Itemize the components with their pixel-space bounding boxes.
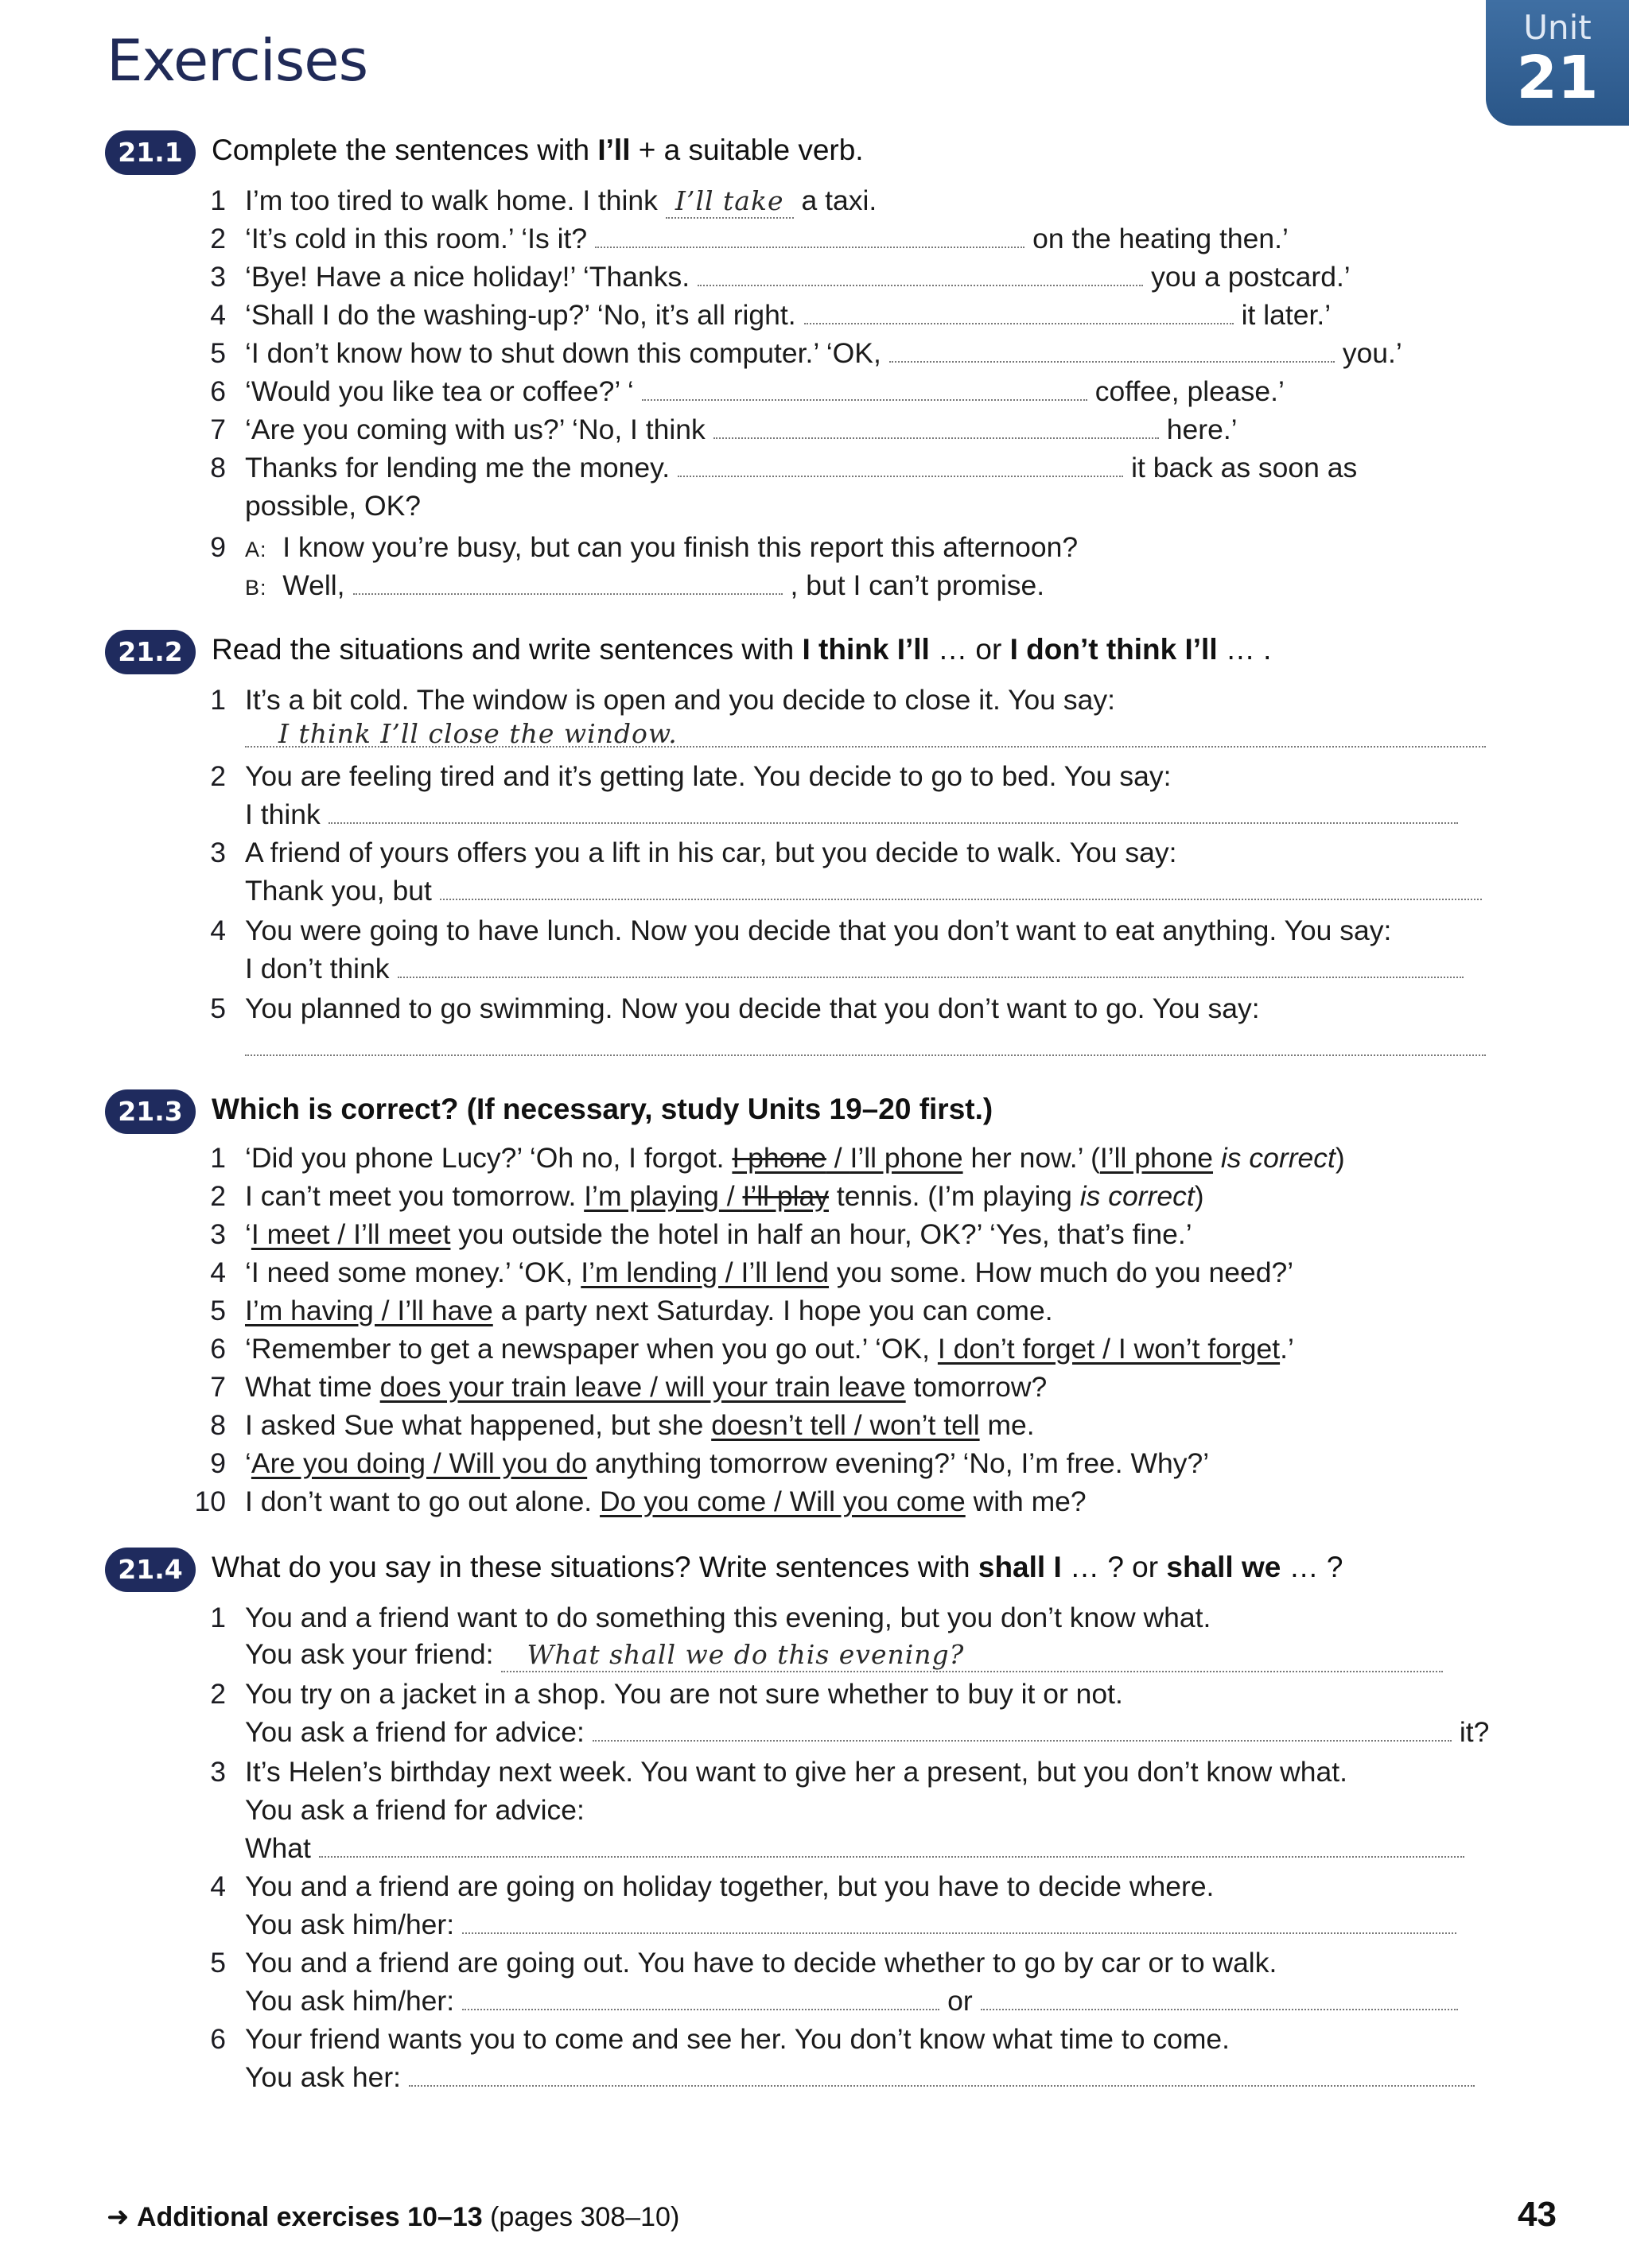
choice-option[interactable]: I meet / I’ll meet: [251, 1218, 451, 1250]
item-text: I can’t meet you tomorrow.: [245, 1180, 585, 1212]
item-text: ‘Are you coming with us?’ ‘No, I think: [245, 414, 706, 445]
choice-option[interactable]: I’m lending / I’ll lend: [581, 1256, 830, 1288]
exercise-item: [245, 566, 1044, 604]
item-text: on the heating then.’: [1032, 223, 1289, 254]
item-number: 8: [210, 1409, 226, 1441]
item-number: 2: [210, 223, 226, 254]
exercise-item: [245, 372, 1285, 410]
additional-exercises-pages: (pages 308–10): [490, 2202, 680, 2232]
answer-blank[interactable]: [409, 2061, 1475, 2087]
answer-line: [245, 872, 1490, 910]
answer-blank[interactable]: [329, 798, 1458, 824]
answer-prompt: Thank you, but: [245, 875, 432, 907]
choice-option[interactable]: [732, 1142, 962, 1174]
exercise-item: [245, 258, 1351, 296]
item-number: 1: [210, 184, 226, 216]
speaker-label: B:: [245, 576, 267, 600]
exercise-item: [245, 449, 1357, 487]
instruction-bold: I think I’ll: [802, 633, 930, 666]
answer-prompt: What: [245, 1832, 311, 1864]
exercise-item: [245, 1253, 1293, 1291]
item-text: ‘: [245, 1447, 251, 1479]
item-number: 3: [210, 837, 226, 868]
exercise-item: You and a friend are going out. You have to decide whether to go by car or to walk.: [245, 1947, 1277, 1979]
item-text: ‘It’s cold in this room.’ ‘Is it?: [245, 223, 588, 254]
instruction-text: … or: [929, 633, 1010, 666]
item-text: ‘Bye! Have a nice holiday!’ ‘Thanks.: [245, 261, 690, 293]
correct-note: is correct: [1213, 1142, 1335, 1174]
additional-exercises-link[interactable]: [107, 2201, 679, 2233]
unit-tab: [1486, 0, 1629, 126]
answer-blank[interactable]: [889, 337, 1335, 363]
item-number: 2: [210, 1678, 226, 1710]
exercise-instruction: [212, 633, 1271, 666]
correct-note: is correct: [1071, 1180, 1195, 1212]
instruction-text: … .: [1217, 633, 1272, 666]
page-number: 43: [1518, 2195, 1557, 2234]
answer-blank[interactable]: [595, 223, 1024, 248]
item-text: ‘: [245, 1218, 251, 1250]
correct-option: I’m playing: [584, 1180, 719, 1212]
choice-option[interactable]: does your train leave / will your train leave: [379, 1371, 906, 1403]
item-text: ): [1194, 1180, 1204, 1212]
exercise-item: [245, 1330, 1294, 1368]
item-text: I know you’re busy, but can you finish this report this afternoon?: [282, 531, 1079, 563]
exercise-item: [245, 1291, 1053, 1330]
exercise-item: You were going to have lunch. Now you decide that you don’t want to eat anything. You say:: [245, 915, 1392, 946]
item-number: 1: [210, 1602, 226, 1633]
exercise-instruction: [212, 134, 864, 167]
item-text: ‘Remember to get a newspaper when you go out.’ ‘OK,: [245, 1333, 938, 1365]
answer-line: [245, 1905, 1464, 1944]
answer-blank[interactable]: [353, 569, 783, 595]
answer-line: [245, 1713, 1489, 1751]
item-text: ‘Would you like tea or coffee?’ ‘: [245, 375, 634, 407]
crossed-out-option: I phone: [732, 1142, 826, 1174]
exercise-instruction: [212, 1551, 1343, 1584]
answer-prompt: You ask your friend:: [245, 1638, 494, 1670]
answer-blank[interactable]: [593, 1716, 1452, 1742]
exercise-item: [245, 410, 1238, 449]
correct-note-option: I’ll phone: [1099, 1142, 1214, 1174]
instruction-bold: I’ll: [597, 134, 631, 166]
item-text: I don’t want to go out alone.: [245, 1485, 601, 1517]
answer-blank[interactable]: [713, 414, 1159, 439]
item-number: 6: [210, 375, 226, 407]
answer-line: [245, 950, 1472, 988]
answer-prompt: You ask a friend for advice:: [245, 1716, 585, 1748]
exercise-item: [245, 1406, 1035, 1444]
choice-option[interactable]: [584, 1180, 829, 1212]
answer-line: [245, 795, 1466, 833]
answer-line: [245, 1635, 1451, 1673]
correct-option: I’ll phone: [849, 1142, 963, 1174]
item-text: you outside the hotel in half an hour, OK?’ ‘Yes, that’s fine.’: [450, 1218, 1192, 1250]
item-number: 4: [210, 915, 226, 946]
item-text: Thanks for lending me the money.: [245, 452, 671, 484]
answer-line: [245, 2058, 1483, 2096]
unit-number: 21: [1516, 44, 1599, 112]
exercise-item: You are feeling tired and it’s getting late. You decide to go to bed. You say:: [245, 760, 1172, 792]
answer-blank[interactable]: [245, 1027, 1486, 1056]
additional-exercises-label: Additional exercises 10–13: [136, 2202, 483, 2232]
answer-prompt: You ask a friend for advice:: [245, 1794, 585, 1826]
handwritten-answer: I think I’ll close the window.: [278, 718, 678, 749]
item-number: 2: [210, 1180, 226, 1212]
instruction-text: + a suitable verb.: [630, 134, 864, 166]
item-text: tomorrow?: [905, 1371, 1048, 1403]
exercise-badge: 21.4: [105, 1548, 196, 1592]
item-number: 5: [210, 992, 226, 1024]
instruction-text: Complete the sentences with: [212, 134, 598, 166]
exercise-badge: 21.3: [105, 1089, 196, 1134]
option-separator: /: [718, 1180, 743, 1212]
page-title: Exercises: [107, 27, 368, 94]
item-text: a party next Saturday. I hope you can come.: [492, 1295, 1053, 1326]
item-number: 9: [210, 1447, 226, 1479]
choice-option[interactable]: I don’t forget / I won’t forget: [937, 1333, 1281, 1365]
exercise-item: You and a friend are going on holiday together, but you have to decide where.: [245, 1870, 1215, 1902]
exercise-instruction: Which is correct? (If necessary, study Units 19–20 first.): [212, 1093, 993, 1125]
exercise-item: [245, 1368, 1047, 1406]
exercise-badge: 21.2: [105, 630, 196, 674]
item-text: or: [947, 1985, 973, 2017]
speaker-label: A:: [245, 538, 267, 561]
instruction-bold: shall we: [1166, 1551, 1281, 1583]
item-text: you some. How much do you need?’: [829, 1256, 1294, 1288]
exercise-item: You try on a jacket in a shop. You are not sure whether to buy it or not.: [245, 1678, 1123, 1710]
instruction-text: Read the situations and write sentences with: [212, 633, 803, 666]
unit-word: Unit: [1523, 8, 1592, 47]
item-text: her now.’ (: [962, 1142, 1100, 1174]
item-text: ‘I don’t know how to shut down this computer.’ ‘OK,: [245, 337, 881, 369]
item-text: What time: [245, 1371, 380, 1403]
choice-option[interactable]: Do you come / Will you come: [600, 1485, 966, 1517]
item-text: a taxi.: [801, 184, 877, 216]
arrow-icon: ➜: [107, 2202, 130, 2232]
option-separator: /: [826, 1142, 850, 1174]
item-text: here.’: [1166, 414, 1238, 445]
item-number: 3: [210, 261, 226, 293]
item-text: ‘Shall I do the washing-up?’ ‘No, it’s all right.: [245, 299, 796, 331]
answer-blank[interactable]: [440, 875, 1482, 900]
answer-blank[interactable]: [501, 1638, 1443, 1672]
answer-blank[interactable]: [642, 375, 1087, 401]
choice-option[interactable]: I’m having / I’ll have: [245, 1295, 493, 1326]
item-number: 8: [210, 452, 226, 484]
exercise-item: [245, 1139, 1345, 1177]
item-number: 4: [210, 299, 226, 331]
answer-line: [245, 1829, 1472, 1867]
answer-prompt: I think: [245, 798, 321, 830]
answer-blank[interactable]: [981, 1985, 1458, 2010]
item-number: 2: [210, 760, 226, 792]
item-number: 6: [210, 2023, 226, 2055]
item-number: 3: [210, 1218, 226, 1250]
exercise-badge: 21.1: [105, 130, 196, 175]
handwritten-answer: I’ll take: [675, 185, 784, 216]
instruction-bold: shall I: [978, 1551, 1062, 1583]
correct-note-option: I’m playing: [937, 1180, 1072, 1212]
item-text: it?: [1459, 1716, 1490, 1748]
item-text: anything tomorrow evening?’ ‘No, I’m free. Why?’: [587, 1447, 1210, 1479]
exercise-item: You planned to go swimming. Now you decide that you don’t want to go. You say:: [245, 992, 1260, 1024]
answer-blank[interactable]: [398, 953, 1464, 978]
item-text: me.: [979, 1409, 1035, 1441]
answer-blank[interactable]: [698, 261, 1143, 286]
exercise-item: [245, 296, 1331, 334]
item-text: tennis. (: [828, 1180, 938, 1212]
exercise-item: [245, 1215, 1192, 1253]
exercise-item: [245, 1482, 1087, 1520]
item-number: 1: [210, 1142, 226, 1174]
item-text: I’m too tired to walk home. I think: [245, 184, 658, 216]
answer-blank[interactable]: [804, 299, 1234, 324]
exercise-item: You and a friend want to do something this evening, but you don’t know what.: [245, 1602, 1211, 1633]
answer-blank[interactable]: [678, 452, 1123, 477]
exercise-item: [245, 528, 1078, 566]
instruction-text: … ? or: [1061, 1551, 1167, 1583]
item-text: it back as soon as: [1131, 452, 1358, 484]
item-number: 1: [210, 684, 226, 716]
item-text: ‘Did you phone Lucy?’ ‘Oh no, I forgot.: [245, 1142, 733, 1174]
answer-blank[interactable]: [319, 1832, 1464, 1858]
answer-blank[interactable]: [462, 1985, 939, 2010]
instruction-text: What do you say in these situations? Write sentences with: [212, 1551, 978, 1583]
choice-option[interactable]: doesn’t tell / won’t tell: [711, 1409, 980, 1441]
answer-prompt: You ask him/her:: [245, 1909, 455, 1940]
exercise-item: A friend of yours offers you a lift in his car, but you decide to walk. You say:: [245, 837, 1177, 868]
answer-prompt: You ask him/her:: [245, 1985, 455, 2017]
answer-prompt: I don’t think: [245, 953, 390, 984]
answer-blank[interactable]: [462, 1909, 1456, 1934]
item-text: coffee, please.’: [1094, 375, 1285, 407]
exercise-item: [245, 219, 1289, 258]
item-number: 9: [210, 531, 226, 563]
item-number: 4: [210, 1256, 226, 1288]
item-text: it later.’: [1241, 299, 1332, 331]
item-text: you.’: [1342, 337, 1402, 369]
item-number: 5: [210, 1947, 226, 1979]
item-number: 6: [210, 1333, 226, 1365]
choice-option[interactable]: Are you doing / Will you do: [251, 1447, 588, 1479]
answer-blank[interactable]: [666, 184, 794, 219]
answer-line: [245, 1982, 1466, 2020]
exercise-item-continued: possible, OK?: [245, 490, 422, 522]
instruction-text: … ?: [1281, 1551, 1343, 1583]
exercise-item: [245, 334, 1402, 372]
item-number: 7: [210, 414, 226, 445]
item-number: 5: [210, 337, 226, 369]
exercise-item: [245, 1177, 1204, 1215]
item-text: you a postcard.’: [1151, 261, 1351, 293]
item-text: with me?: [965, 1485, 1087, 1517]
item-number: 5: [210, 1295, 226, 1326]
instruction-bold: I don’t think I’ll: [1009, 633, 1218, 666]
item-text: ): [1335, 1142, 1345, 1174]
item-text: Well,: [282, 569, 345, 601]
item-number: 3: [210, 1756, 226, 1788]
exercise-item: [245, 1444, 1209, 1482]
answer-prompt: You ask her:: [245, 2061, 402, 2093]
item-text: .’: [1280, 1333, 1294, 1365]
item-text: ‘I need some money.’ ‘OK,: [245, 1256, 581, 1288]
item-text: I asked Sue what happened, but she: [245, 1409, 712, 1441]
item-text: , but I can’t promise.: [790, 569, 1045, 601]
crossed-out-option: I’ll play: [742, 1180, 829, 1212]
answer-line[interactable]: [245, 714, 1486, 748]
item-number: 10: [194, 1485, 226, 1517]
item-number: 4: [210, 1870, 226, 1902]
exercise-item: [245, 181, 877, 219]
exercise-item: It’s Helen’s birthday next week. You want to give her a present, but you don’t know what.: [245, 1756, 1348, 1788]
exercise-item: Your friend wants you to come and see her. You don’t know what time to come.: [245, 2023, 1230, 2055]
exercise-item: It’s a bit cold. The window is open and you decide to close it. You say:: [245, 684, 1115, 716]
item-number: 7: [210, 1371, 226, 1403]
handwritten-answer: What shall we do this evening?: [527, 1639, 965, 1670]
